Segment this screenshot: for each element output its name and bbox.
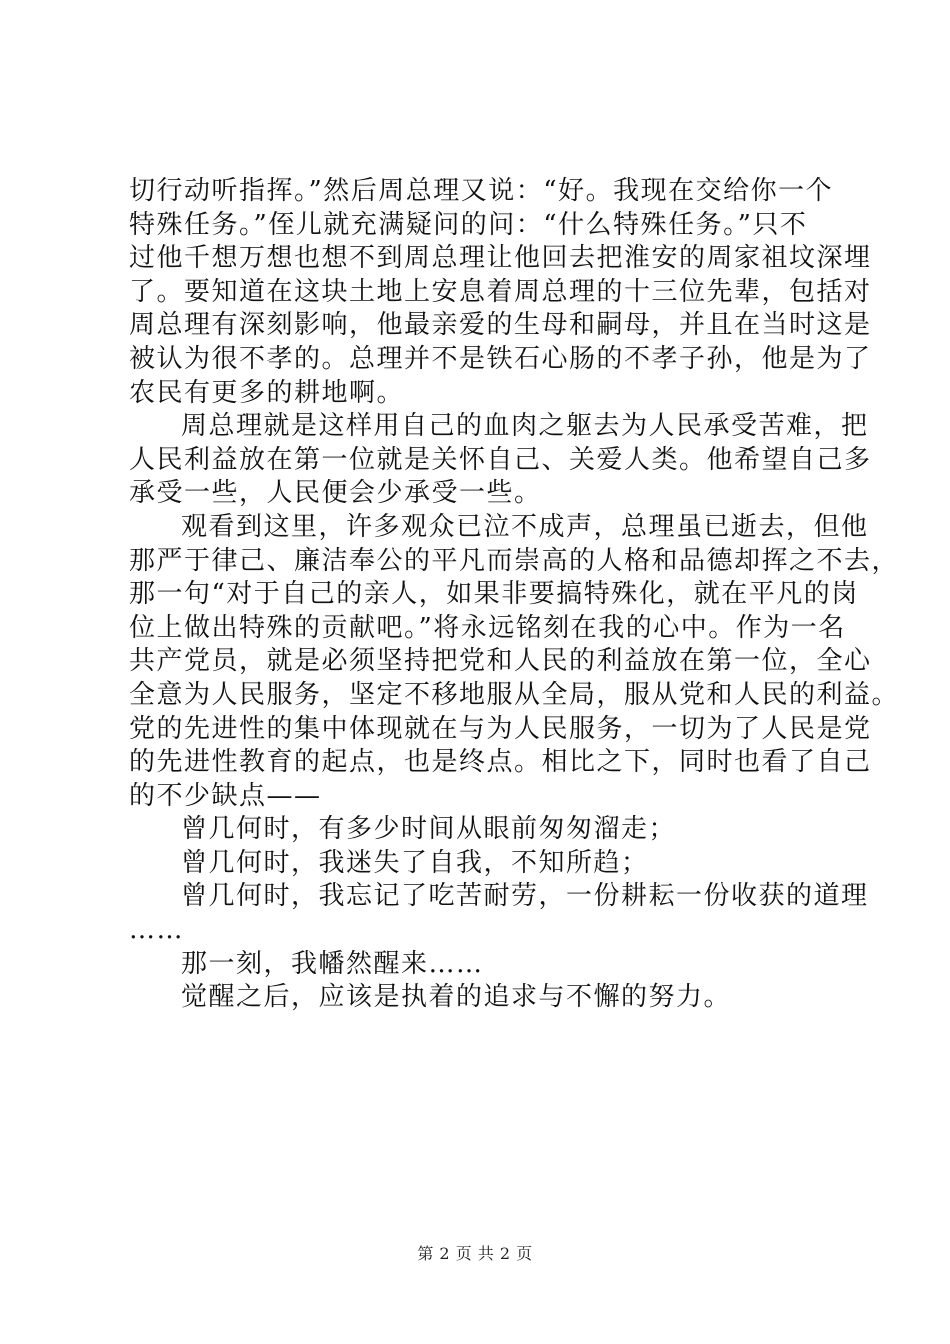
text-line: 承受一些，人民便会少承受一些。 [129,478,542,509]
text-line: 观看到这里，许多观众已泣不成声，总理虽已逝去，但他 [181,511,869,542]
text-line: 的先进性教育的起点，也是终点。相比之下，同时也看了自己 [129,747,872,778]
text-line: 曾几何时，有多少时间从眼前匆匆溜走； [181,814,677,845]
text-line: 周总理就是这样用自己的血肉之躯去为人民承受苦难，把 [181,411,869,442]
text-line: 了。要知道在这块土地上安息着周总理的十三位先辈，包括对 [129,276,872,307]
page-footer: 第 2 页 共 2 页 [417,1244,533,1263]
text-line: 的不少缺点—— [129,780,322,811]
text-line: 曾几何时，我忘记了吃苦耐劳，一份耕耘一份收获的道理 [181,881,869,912]
text-line: 位上做出特殊的贡献吧。”将永远铭刻在我的心中。作为一名 [129,612,846,643]
text-line: 切行动听指挥。”然后周总理又说：“好。我现在交给你一个 [129,176,834,206]
text-line: …… [129,915,184,946]
text-line: 特殊任务。”侄儿就充满疑问的问：“什么特殊任务。”只不 [129,209,808,240]
body-text [129,175,900,1015]
text-line: 曾几何时，我迷失了自我，不知所趋； [181,847,649,878]
text-line: 那严于律己、廉洁奉公的平凡而崇高的人格和品德却挥之不去， [129,545,900,576]
text-line: 全意为人民服务，坚定不移地服从全局，服从党和人民的利益。 [129,679,900,710]
text-line: 那一刻，我幡然醒来…… [181,948,484,979]
text-line: 农民有更多的耕地啊。 [129,377,405,408]
text-line: 共产党员，就是必须坚持把党和人民的利益放在第一位，全心 [129,646,872,677]
text-line: 周总理有深刻影响，他最亲爱的生母和嗣母，并且在当时这是 [129,310,872,341]
text-line: 过他千想万想也想不到周总理让他回去把淮安的周家祖坟深埋 [129,243,872,274]
text-line: 被认为很不孝的。总理并不是铁石心肠的不孝子孙，他是为了 [129,343,872,374]
text-line: 党的先进性的集中体现就在与为人民服务，一切为了人民是党 [129,713,872,744]
text-line: 觉醒之后，应该是执着的追求与不懈的努力。 [181,982,732,1013]
text-line: 人民利益放在第一位就是关怀自己、关爱人类。他希望自己多 [129,444,872,475]
text-line: 那一句“对于自己的亲人，如果非要搞特殊化，就在平凡的岗 [129,579,859,610]
